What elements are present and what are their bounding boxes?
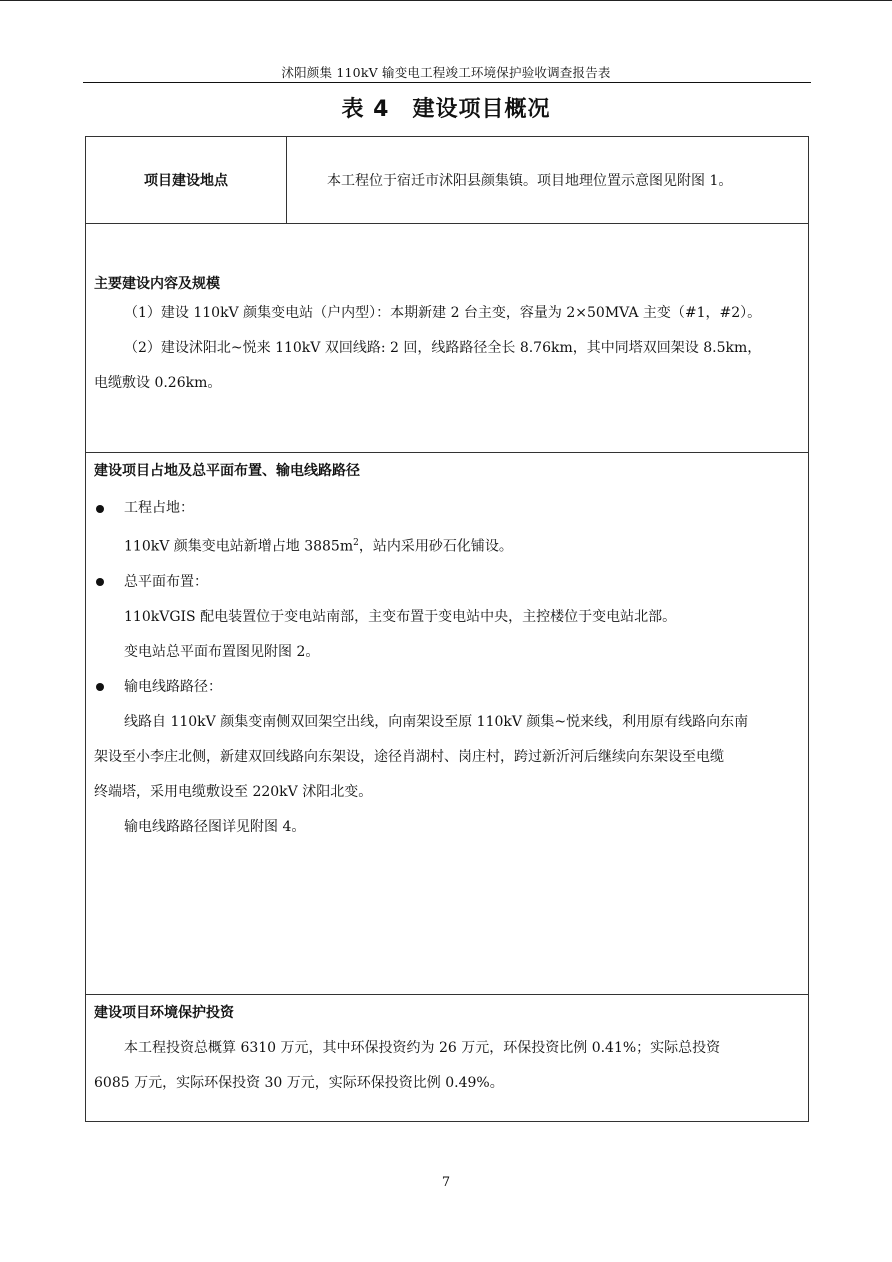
layout-title: 建设项目占地及总平面布置、输电线路路径 [94, 463, 360, 479]
construction-item-2-line-1: （2）建设沭阳北~悦来 110kV 双回线路: 2 回，线路路径全长 8.76km，其中同塔双回架设 8.5km， [124, 340, 762, 356]
construction-title: 主要建设内容及规模 [94, 276, 220, 292]
location-label: 项目建设地点 [86, 137, 287, 224]
plan-bullet [94, 565, 800, 600]
land-text [94, 526, 800, 565]
construction-section [86, 224, 809, 453]
route-line-1: 线路自 110kV 颜集变南侧双回架空出线，向南架设至原 110kV 颜集~悦来线，利用原有线路向东南 [124, 713, 749, 730]
page-top-border [0, 0, 892, 1]
plan-text-2: 变电站总平面布置图见附图 2。 [124, 643, 320, 660]
running-header: 沭阳颜集 110kV 输变电工程竣工环境保护验收调查报告表 [281, 65, 611, 80]
layout-section [86, 453, 809, 995]
route-line-2: 架设至小李庄北侧，新建双回线路向东架设，途径肖湖村、岗庄村，跨过新沂河后继续向东架设至电缆 [94, 748, 724, 765]
plan-heading: 总平面布置： [124, 573, 208, 590]
table-title: 表 4 建设项目概况 [341, 97, 551, 122]
land-bullet [94, 491, 800, 526]
layout-row [86, 453, 809, 995]
project-overview-table [85, 136, 809, 1122]
plan-text-1: 110kVGIS 配电装置位于变电站南部，主变布置于变电站中央，主控楼位于变电站北部。 [124, 608, 677, 625]
bullet-icon [96, 505, 104, 513]
land-text-before: 110kV 颜集变电站新增占地 3885m [124, 538, 354, 555]
route-line-3: 终端塔，采用电缆敷设至 220kV 沭阳北变。 [94, 783, 373, 800]
land-text-after: ，站内采用砂石化铺设。 [358, 538, 513, 555]
investment-section [86, 995, 809, 1122]
land-superscript: 2 [353, 538, 359, 548]
bullet-icon [96, 578, 104, 586]
route-bullet [94, 670, 800, 705]
construction-item-2-line-2: 电缆敷设 0.26km。 [94, 375, 222, 391]
route-text-2: 输电线路路径图详见附图 4。 [124, 818, 306, 835]
investment-row [86, 995, 809, 1122]
route-heading: 输电线路路径： [124, 678, 222, 695]
construction-item-1: （1）建设 110kV 颜集变电站（户内型）：本期新建 2 台主变，容量为 2×50MVA 主变（#1，#2）。 [124, 305, 762, 321]
header-rule [83, 82, 811, 83]
location-row [86, 137, 809, 224]
investment-line-2: 6085 万元，实际环保投资 30 万元，实际环保投资比例 0.49%。 [94, 1075, 504, 1091]
bullet-icon [96, 683, 104, 691]
construction-row [86, 224, 809, 453]
investment-title: 建设项目环境保护投资 [94, 1005, 234, 1021]
location-value: 本工程位于宿迁市沭阳县颜集镇。项目地理位置示意图见附图 1。 [287, 137, 809, 224]
investment-line-1: 本工程投资总概算 6310 万元，其中环保投资约为 26 万元，环保投资比例 0.41%；实际总投资 [124, 1040, 721, 1056]
land-heading: 工程占地： [124, 500, 194, 516]
page-number: 7 [441, 1175, 451, 1190]
